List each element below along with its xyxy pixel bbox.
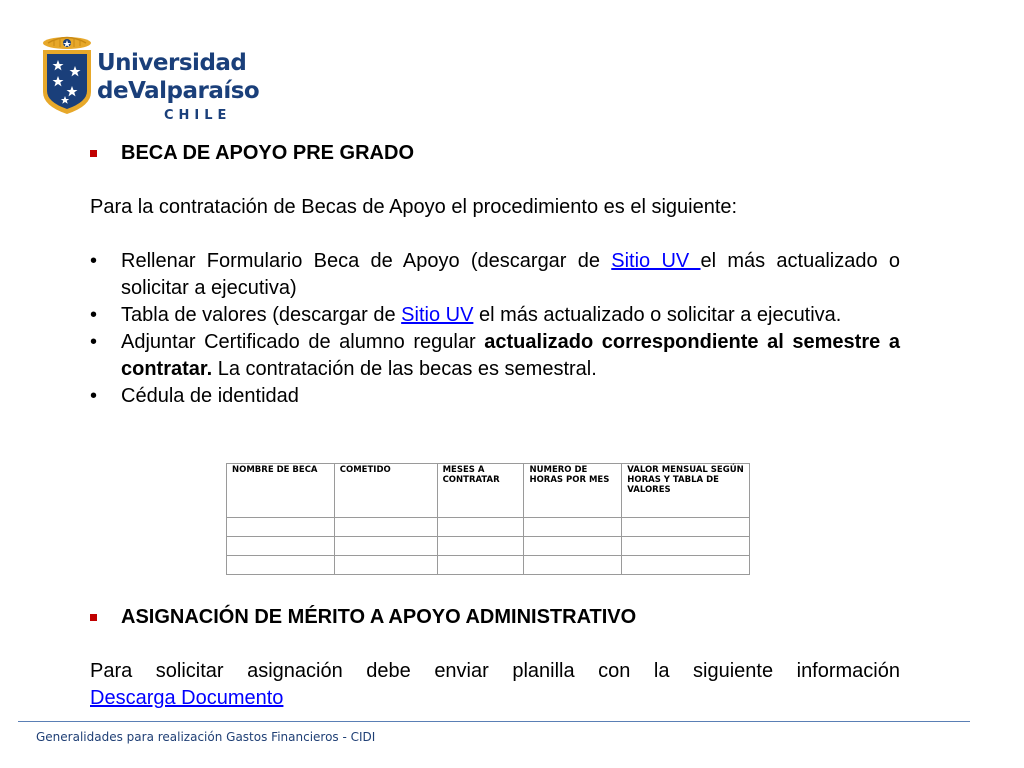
header-nombre-beca: NOMBRE DE BECA: [227, 464, 335, 518]
square-bullet-icon: [90, 614, 97, 621]
heading-text: BECA DE APOYO PRE GRADO: [121, 142, 414, 164]
sitio-uv-link-2[interactable]: Sitio UV: [401, 304, 474, 326]
list-item: • Rellenar Formulario Beca de Apoyo (descargar de Sitio UV el más actualizado o solicitar a ejecutiva): [90, 250, 900, 299]
sitio-uv-link-1[interactable]: Sitio UV: [611, 250, 701, 272]
table-row: [227, 537, 750, 556]
shield-emblem-icon: [40, 34, 96, 116]
list-item: • Tabla de valores (descargar de Sitio UV el más actualizado o solicitar a ejecutiva.: [90, 302, 900, 329]
university-logo: [40, 34, 260, 126]
table-row: [227, 556, 750, 575]
bullet-dot-icon: •: [90, 331, 98, 353]
logo-university-text: Universidad: [97, 50, 247, 76]
descarga-documento-link[interactable]: Descarga Documento: [90, 687, 284, 709]
footer-text: Generalidades para realización Gastos Financieros - CIDI: [36, 730, 376, 744]
logo-chile-text: CHILE: [164, 108, 232, 123]
bullet-dot-icon: •: [90, 250, 98, 272]
list-item: • Adjuntar Certificado de alumno regular actualizado correspondiente al semestre a contratar. La contratación de las becas es semestral.: [90, 331, 900, 380]
header-valor: VALOR MENSUAL SEGÚN HORAS Y TABLA DE VALORES: [622, 464, 750, 518]
bullet-dot-icon: •: [90, 304, 98, 326]
asignacion-paragraph: Para solicitar asignación debe enviar planilla con la siguiente información: [90, 660, 900, 682]
header-meses: MESES A CONTRATAR: [437, 464, 524, 518]
heading-text: ASIGNACIÓN DE MÉRITO A APOYO ADMINISTRATIVO: [121, 606, 637, 628]
header-cometido: COMETIDO: [334, 464, 437, 518]
main-content: [90, 140, 900, 410]
logo-valparaiso-text: deValparaíso: [97, 78, 260, 104]
header-horas: NUMERO DE HORAS POR MES: [524, 464, 622, 518]
requirements-list: [90, 248, 900, 410]
section2-content: [90, 604, 900, 712]
list-item: • Cédula de identidad: [90, 383, 900, 410]
beca-form-table: [226, 463, 750, 575]
footer-divider: [18, 721, 970, 722]
square-bullet-icon: [90, 150, 97, 157]
bullet-dot-icon: •: [90, 385, 98, 407]
table-row: [227, 518, 750, 537]
intro-paragraph: Para la contratación de Becas de Apoyo el procedimiento es el siguiente:: [90, 196, 738, 218]
section-heading-asignacion: [90, 604, 900, 631]
section-heading-beca: [90, 140, 900, 167]
